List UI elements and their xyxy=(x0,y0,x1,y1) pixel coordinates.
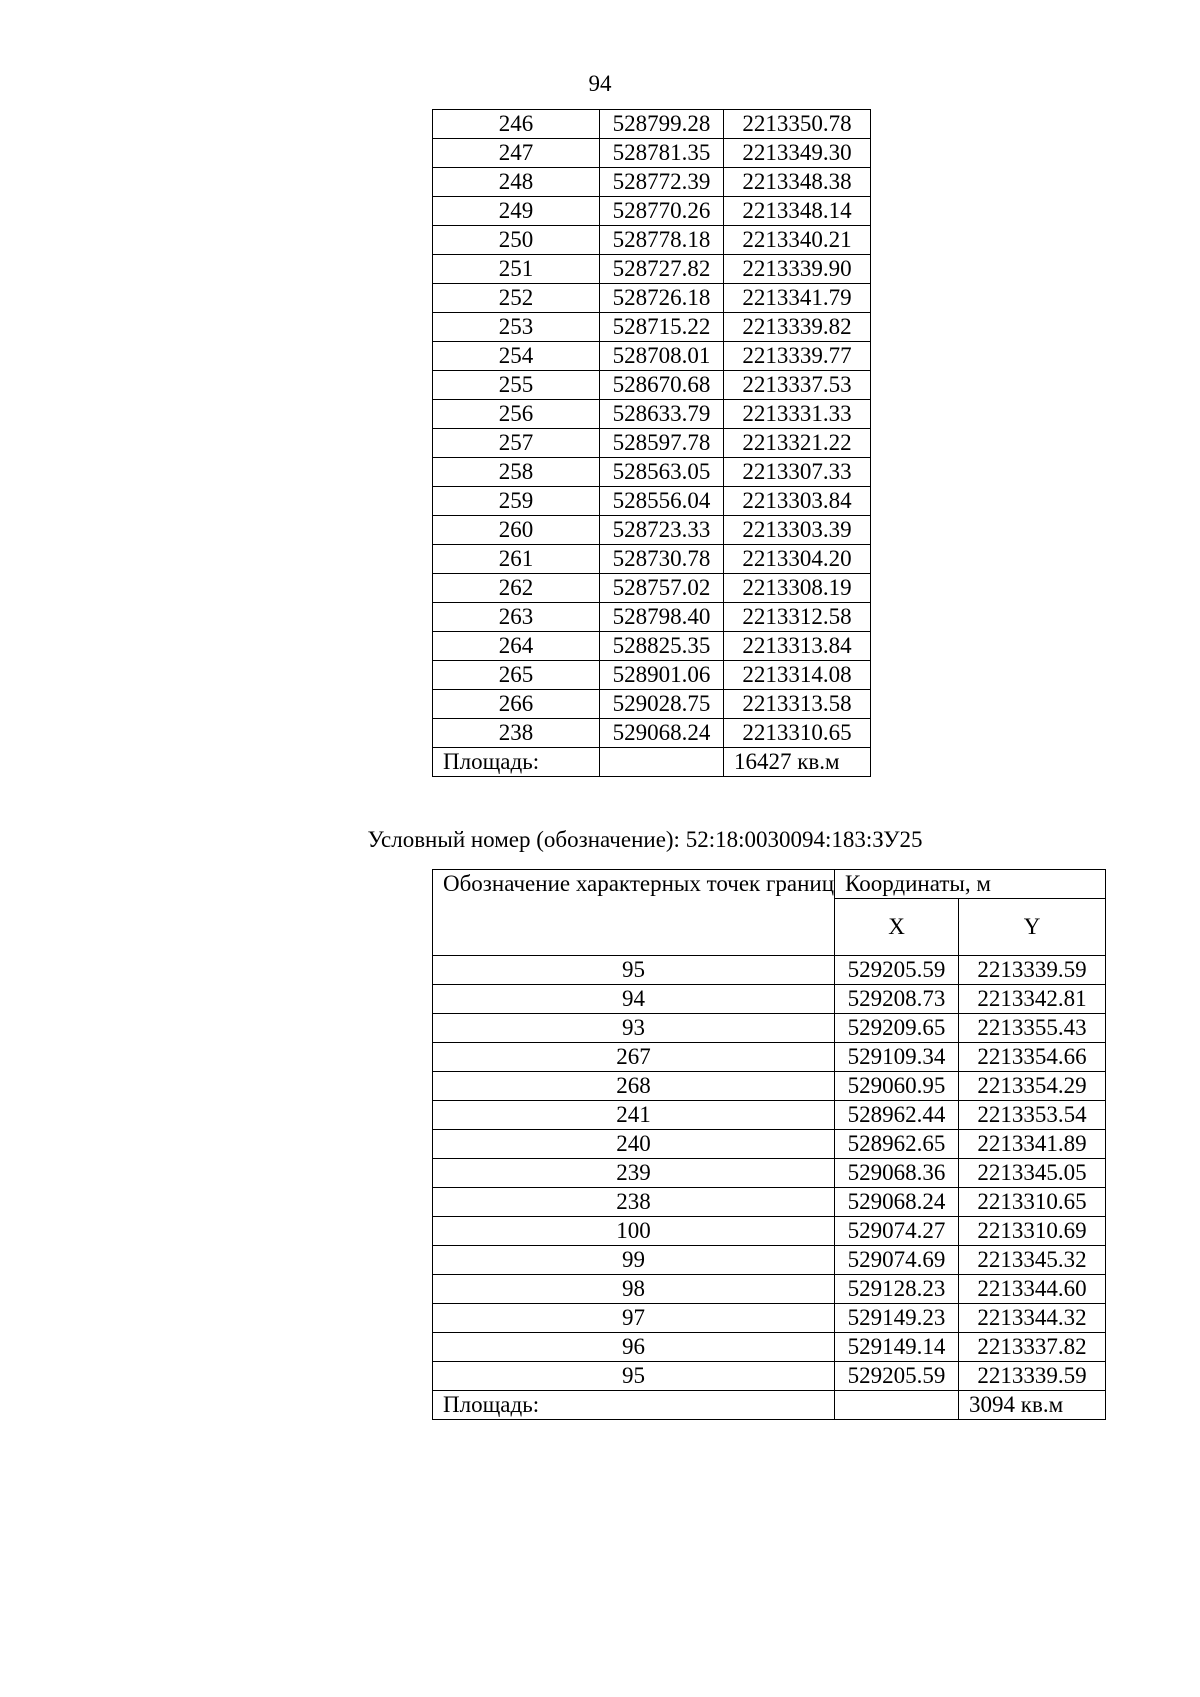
table-row xyxy=(433,1362,1106,1391)
area-value: 16427 кв.м xyxy=(724,748,871,777)
point-number-cell: 252 xyxy=(433,284,600,313)
x-coordinate-cell: 529205.59 xyxy=(835,1362,959,1391)
point-number-cell: 98 xyxy=(433,1275,835,1304)
point-number-cell: 257 xyxy=(433,429,600,458)
table-row xyxy=(433,574,871,603)
x-coordinate-cell: 528563.05 xyxy=(600,458,724,487)
x-coordinate-cell: 528770.26 xyxy=(600,197,724,226)
y-coordinate-cell: 2213341.79 xyxy=(724,284,871,313)
x-coordinate-cell: 529109.34 xyxy=(835,1043,959,1072)
header-y: Y xyxy=(959,899,1106,956)
y-coordinate-cell: 2213304.20 xyxy=(724,545,871,574)
y-coordinate-cell: 2213339.59 xyxy=(959,956,1106,985)
point-number-cell: 247 xyxy=(433,139,600,168)
table-row xyxy=(433,690,871,719)
y-coordinate-cell: 2213344.60 xyxy=(959,1275,1106,1304)
x-coordinate-cell: 528715.22 xyxy=(600,313,724,342)
point-number-cell: 97 xyxy=(433,1304,835,1333)
table-row xyxy=(433,985,1106,1014)
point-number-cell: 262 xyxy=(433,574,600,603)
y-coordinate-cell: 2213344.32 xyxy=(959,1304,1106,1333)
x-coordinate-cell: 528597.78 xyxy=(600,429,724,458)
y-coordinate-cell: 2213312.58 xyxy=(724,603,871,632)
point-number-cell: 246 xyxy=(433,110,600,139)
point-number-cell: 254 xyxy=(433,342,600,371)
table-body xyxy=(433,110,871,777)
y-coordinate-cell: 2213308.19 xyxy=(724,574,871,603)
point-number-cell: 238 xyxy=(433,719,600,748)
x-coordinate-cell: 528778.18 xyxy=(600,226,724,255)
point-number-cell: 255 xyxy=(433,371,600,400)
x-coordinate-cell: 528962.65 xyxy=(835,1130,959,1159)
y-coordinate-cell: 2213321.22 xyxy=(724,429,871,458)
x-coordinate-cell: 529128.23 xyxy=(835,1275,959,1304)
table-row xyxy=(433,1014,1106,1043)
y-coordinate-cell: 2213339.82 xyxy=(724,313,871,342)
section-title: Условный номер (обозначение): 52:18:0030094:183:ЗУ25 xyxy=(367,827,923,852)
x-coordinate-cell: 528772.39 xyxy=(600,168,724,197)
table-row xyxy=(433,226,871,255)
table-header xyxy=(433,870,1106,956)
y-coordinate-cell: 2213313.58 xyxy=(724,690,871,719)
point-number-cell: 261 xyxy=(433,545,600,574)
y-coordinate-cell: 2213354.66 xyxy=(959,1043,1106,1072)
point-number-cell: 241 xyxy=(433,1101,835,1130)
table-row xyxy=(433,1188,1106,1217)
table-row xyxy=(433,197,871,226)
point-number-cell: 249 xyxy=(433,197,600,226)
y-coordinate-cell: 2213337.53 xyxy=(724,371,871,400)
y-coordinate-cell: 2213355.43 xyxy=(959,1014,1106,1043)
y-coordinate-cell: 2213313.84 xyxy=(724,632,871,661)
x-coordinate-cell: 528727.82 xyxy=(600,255,724,284)
x-coordinate-cell: 528726.18 xyxy=(600,284,724,313)
x-coordinate-cell: 528723.33 xyxy=(600,516,724,545)
table-row xyxy=(433,1304,1106,1333)
table-row xyxy=(433,516,871,545)
x-coordinate-cell: 528901.06 xyxy=(600,661,724,690)
table-row xyxy=(433,661,871,690)
point-number-cell: 267 xyxy=(433,1043,835,1072)
y-coordinate-cell: 2213345.05 xyxy=(959,1159,1106,1188)
table-row xyxy=(433,429,871,458)
x-coordinate-cell: 529068.24 xyxy=(835,1188,959,1217)
table-row xyxy=(433,1159,1106,1188)
x-coordinate-cell: 529074.69 xyxy=(835,1246,959,1275)
point-number-cell: 95 xyxy=(433,1362,835,1391)
x-coordinate-cell: 529208.73 xyxy=(835,985,959,1014)
table-body xyxy=(433,956,1106,1420)
point-number-cell: 260 xyxy=(433,516,600,545)
point-number-cell: 256 xyxy=(433,400,600,429)
point-number-cell: 248 xyxy=(433,168,600,197)
y-coordinate-cell: 2213331.33 xyxy=(724,400,871,429)
point-number-cell: 239 xyxy=(433,1159,835,1188)
y-coordinate-cell: 2213339.59 xyxy=(959,1362,1106,1391)
area-row xyxy=(433,1391,1106,1420)
x-coordinate-cell: 529205.59 xyxy=(835,956,959,985)
x-coordinate-cell: 529068.24 xyxy=(600,719,724,748)
area-label: Площадь: xyxy=(433,1391,835,1420)
y-coordinate-cell: 2213314.08 xyxy=(724,661,871,690)
x-coordinate-cell: 529060.95 xyxy=(835,1072,959,1101)
x-coordinate-cell: 528633.79 xyxy=(600,400,724,429)
table-row xyxy=(433,719,871,748)
y-coordinate-cell: 2213350.78 xyxy=(724,110,871,139)
table-row xyxy=(433,371,871,400)
table-row xyxy=(433,956,1106,985)
point-number-cell: 266 xyxy=(433,690,600,719)
header-row xyxy=(433,870,1106,899)
x-coordinate-cell: 529028.75 xyxy=(600,690,724,719)
header-designation: Обозначение характерных точек границ xyxy=(433,870,835,956)
y-coordinate-cell: 2213341.89 xyxy=(959,1130,1106,1159)
table-row xyxy=(433,603,871,632)
coordinates-table-zu25 xyxy=(432,869,1106,1420)
area-value: 3094 кв.м xyxy=(959,1391,1106,1420)
y-coordinate-cell: 2213345.32 xyxy=(959,1246,1106,1275)
point-number-cell: 264 xyxy=(433,632,600,661)
area-row xyxy=(433,748,871,777)
y-coordinate-cell: 2213353.54 xyxy=(959,1101,1106,1130)
point-number-cell: 253 xyxy=(433,313,600,342)
table-row xyxy=(433,400,871,429)
table-row xyxy=(433,458,871,487)
table-row xyxy=(433,168,871,197)
y-coordinate-cell: 2213348.38 xyxy=(724,168,871,197)
page-number: 94 xyxy=(588,71,612,96)
x-coordinate-cell: 528798.40 xyxy=(600,603,724,632)
x-coordinate-cell: 529149.14 xyxy=(835,1333,959,1362)
table-row xyxy=(433,139,871,168)
table-row xyxy=(433,1217,1106,1246)
y-coordinate-cell: 2213340.21 xyxy=(724,226,871,255)
point-number-cell: 96 xyxy=(433,1333,835,1362)
x-coordinate-cell: 528730.78 xyxy=(600,545,724,574)
table-row xyxy=(433,1246,1106,1275)
x-coordinate-cell: 528962.44 xyxy=(835,1101,959,1130)
point-number-cell: 263 xyxy=(433,603,600,632)
point-number-cell: 93 xyxy=(433,1014,835,1043)
x-coordinate-cell: 529149.23 xyxy=(835,1304,959,1333)
y-coordinate-cell: 2213354.29 xyxy=(959,1072,1106,1101)
area-empty-cell xyxy=(835,1391,959,1420)
table-row xyxy=(433,313,871,342)
table-row xyxy=(433,1043,1106,1072)
table-row xyxy=(433,1101,1106,1130)
y-coordinate-cell: 2213348.14 xyxy=(724,197,871,226)
table-row xyxy=(433,487,871,516)
table-row xyxy=(433,284,871,313)
point-number-cell: 268 xyxy=(433,1072,835,1101)
point-number-cell: 100 xyxy=(433,1217,835,1246)
point-number-cell: 251 xyxy=(433,255,600,284)
point-number-cell: 95 xyxy=(433,956,835,985)
area-empty-cell xyxy=(600,748,724,777)
y-coordinate-cell: 2213337.82 xyxy=(959,1333,1106,1362)
x-coordinate-cell: 528556.04 xyxy=(600,487,724,516)
x-coordinate-cell: 528825.35 xyxy=(600,632,724,661)
x-coordinate-cell: 528799.28 xyxy=(600,110,724,139)
table-row xyxy=(433,1275,1106,1304)
point-number-cell: 238 xyxy=(433,1188,835,1217)
x-coordinate-cell: 529068.36 xyxy=(835,1159,959,1188)
y-coordinate-cell: 2213307.33 xyxy=(724,458,871,487)
table-row xyxy=(433,255,871,284)
y-coordinate-cell: 2213310.65 xyxy=(959,1188,1106,1217)
point-number-cell: 94 xyxy=(433,985,835,1014)
area-label: Площадь: xyxy=(433,748,600,777)
header-x: X xyxy=(835,899,959,956)
x-coordinate-cell: 528781.35 xyxy=(600,139,724,168)
table-row xyxy=(433,545,871,574)
x-coordinate-cell: 528670.68 xyxy=(600,371,724,400)
table-row xyxy=(433,632,871,661)
table-row xyxy=(433,1333,1106,1362)
y-coordinate-cell: 2213349.30 xyxy=(724,139,871,168)
x-coordinate-cell: 529074.27 xyxy=(835,1217,959,1246)
point-number-cell: 259 xyxy=(433,487,600,516)
point-number-cell: 258 xyxy=(433,458,600,487)
table-row xyxy=(433,1072,1106,1101)
point-number-cell: 265 xyxy=(433,661,600,690)
y-coordinate-cell: 2213339.90 xyxy=(724,255,871,284)
point-number-cell: 240 xyxy=(433,1130,835,1159)
x-coordinate-cell: 528708.01 xyxy=(600,342,724,371)
y-coordinate-cell: 2213310.69 xyxy=(959,1217,1106,1246)
y-coordinate-cell: 2213342.81 xyxy=(959,985,1106,1014)
x-coordinate-cell: 528757.02 xyxy=(600,574,724,603)
table-row xyxy=(433,110,871,139)
y-coordinate-cell: 2213339.77 xyxy=(724,342,871,371)
table-row xyxy=(433,342,871,371)
x-coordinate-cell: 529209.65 xyxy=(835,1014,959,1043)
y-coordinate-cell: 2213310.65 xyxy=(724,719,871,748)
table-row xyxy=(433,1130,1106,1159)
coordinates-table-continued xyxy=(432,109,871,777)
point-number-cell: 99 xyxy=(433,1246,835,1275)
point-number-cell: 250 xyxy=(433,226,600,255)
header-coordinates: Координаты, м xyxy=(835,870,1106,899)
y-coordinate-cell: 2213303.39 xyxy=(724,516,871,545)
y-coordinate-cell: 2213303.84 xyxy=(724,487,871,516)
